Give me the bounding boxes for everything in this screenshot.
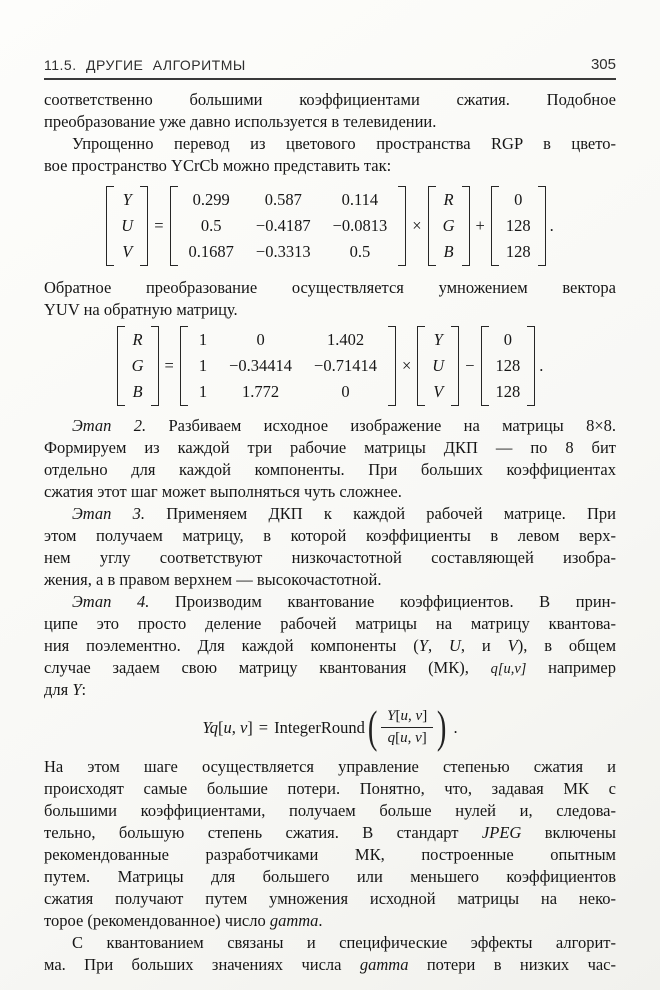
para-quantization-control (44, 756, 616, 932)
shift-vector (499, 185, 538, 267)
matrix-cell: 0.114 (341, 190, 379, 209)
text-segment: С квантованием связаны и специфические эффекты алгорит- (72, 933, 616, 952)
vector-entry: 0 (514, 190, 523, 209)
italic-text-segment: gamma (269, 911, 319, 930)
text-segment: сжатия этот шаг может выполняться чуть сложнее. (44, 482, 402, 501)
matrix-cell: 0 (341, 382, 350, 401)
text-segment: ), в общем (517, 636, 617, 655)
text-segment: ] (422, 708, 428, 724)
vector-entry: B (132, 382, 143, 401)
para-inverse-transform (44, 277, 616, 321)
bracketed-group (481, 325, 536, 407)
text-line (44, 822, 616, 844)
bracketed-group (170, 185, 407, 267)
vector-entry: G (442, 216, 455, 235)
text-line (44, 679, 616, 701)
formula-period: . (453, 717, 458, 737)
matrix-cell: 1.772 (242, 382, 280, 401)
operator: × (401, 356, 412, 375)
italic-text-segment: u (400, 730, 408, 746)
text-line (44, 635, 616, 657)
right-bracket (388, 326, 396, 406)
text-segment: случае задаем свою матрицу квантования (МК), (44, 658, 491, 677)
matrix-cell: −0.71414 (314, 356, 377, 375)
operator: − (465, 356, 475, 375)
text-segment: Обратное преобразование осуществляется умножением вектора (44, 278, 616, 297)
text-segment: Формируем из каждой три рабочие матрицы ДКП — по 8 бит (44, 438, 616, 457)
matrix-cell: 0.5 (200, 216, 222, 235)
text-segment: тельно, большую степень сжатия. В стандарт (44, 823, 482, 842)
text-segment: нем углу соответствуют низкочастотной составляющей изобра- (44, 548, 616, 567)
lhs-vector (125, 325, 151, 407)
matrix-cell: −0.34414 (229, 356, 293, 375)
italic-text-segment: gamma (359, 955, 409, 974)
text-line (44, 778, 616, 800)
text-segment: торое (рекомендованное) число (44, 911, 270, 930)
text-line (44, 503, 616, 525)
bracketed-group (117, 325, 159, 407)
rgb-from-yuv-equation (44, 325, 616, 407)
text-segment: , (407, 730, 416, 746)
equation-period: . (539, 356, 544, 375)
vector-entry: Y (433, 330, 443, 349)
right-bracket (151, 326, 159, 406)
left-bracket (117, 326, 125, 406)
vector-entry: R (132, 330, 143, 349)
shift-vector (489, 325, 528, 407)
text-line (44, 111, 616, 133)
right-bracket (462, 186, 470, 266)
text-line (44, 888, 616, 910)
quantization-formula (44, 701, 616, 753)
equation-period: . (549, 216, 554, 235)
vector-entry: 128 (495, 382, 521, 401)
italic-text-segment: Этап 2. (72, 416, 147, 435)
text-line (44, 155, 616, 177)
operator: × (412, 216, 422, 235)
text-segment: , (231, 717, 240, 737)
para-compression-intro (44, 89, 616, 133)
fraction-denominator (381, 728, 433, 747)
left-bracket (491, 186, 499, 266)
italic-text-segment: v (239, 717, 248, 737)
bracketed-group (180, 325, 396, 407)
matrix-cell: 0.1687 (188, 242, 234, 261)
text-segment: ] (421, 730, 427, 746)
text-line (44, 525, 616, 547)
vector-entry: U (121, 216, 134, 235)
text-line (44, 613, 616, 635)
text-segment: жения, а в правом верхнем — высокочастотной. (44, 570, 382, 589)
page-number: 305 (590, 56, 616, 73)
text-line (44, 547, 616, 569)
lhs-vector (114, 185, 140, 267)
matrix-cell: −0.3313 (255, 242, 311, 261)
italic-text-segment: Этап 3. (72, 504, 146, 523)
text-line (44, 657, 616, 679)
text-line (44, 932, 616, 954)
italic-text-segment: q (387, 730, 396, 746)
text-segment: [ (395, 708, 401, 724)
matrix-row (178, 187, 399, 213)
text-line (44, 591, 616, 613)
left-bracket (106, 186, 114, 266)
text-segment: происходят самые большие потери. Понятно, что, задавая МК с (44, 779, 616, 798)
vector-entry: 128 (505, 242, 531, 261)
text-line (44, 866, 616, 888)
text-segment: [ (217, 717, 224, 737)
para-gamma-effects (44, 932, 616, 976)
text-segment: для (44, 680, 73, 699)
italic-text-segment: Yq (202, 717, 218, 737)
running-header (44, 56, 616, 80)
text-line (44, 954, 616, 976)
right-bracket (398, 186, 406, 266)
left-bracket (481, 326, 489, 406)
text-segment: ма. При больших значениях числа (44, 955, 360, 974)
matrix-cell: 0.299 (192, 190, 230, 209)
text-segment: : (81, 680, 87, 699)
matrix-row (188, 353, 388, 379)
para-step-3 (44, 503, 616, 591)
italic-text-segment: Y (387, 708, 396, 724)
left-bracket (417, 326, 425, 406)
italic-text-segment: V (507, 636, 518, 655)
text-segment: , (427, 636, 449, 655)
rhs-vector (425, 325, 451, 407)
vector-entry: R (443, 190, 454, 209)
right-bracket (140, 186, 148, 266)
left-bracket (428, 186, 436, 266)
coefficient-matrix (188, 327, 388, 405)
matrix-cell: 1 (198, 382, 208, 401)
text-segment: , и (460, 636, 508, 655)
fraction-numerator (381, 708, 433, 728)
text-segment: YUV на обратную матрицу. (44, 300, 238, 319)
italic-text-segment: u (223, 717, 232, 737)
text-line (44, 800, 616, 822)
italic-text-segment: v (415, 730, 422, 746)
right-bracket (538, 186, 546, 266)
bracketed-group (428, 185, 470, 267)
operator: = (154, 216, 164, 235)
vector-entry: V (433, 382, 444, 401)
integer-round-function: IntegerRound (274, 717, 365, 737)
text-segment: большими коэффициентами, получаем больше нулей и, следова- (44, 801, 616, 820)
text-segment: [ (395, 730, 401, 746)
operator: + (475, 216, 485, 235)
vector-entry: Y (122, 190, 132, 209)
italic-text-segment: v (415, 708, 423, 724)
text-segment: Применяем ДКП к каждой рабочей матрице. При (145, 504, 616, 523)
matrix-cell: 1.402 (326, 330, 365, 349)
text-segment: потери в низких час- (408, 955, 617, 974)
matrix-cell: 1 (198, 330, 208, 349)
matrix-cell: 1 (198, 356, 208, 375)
italic-text-segment: JPEG (481, 823, 522, 842)
matrix-row (188, 379, 388, 405)
rhs-vector (436, 185, 462, 267)
text-segment: Производим квантование коэффициентов. В прин- (149, 592, 617, 611)
text-segment: вое пространство YCrCb можно представить так: (44, 156, 392, 175)
text-line (44, 459, 616, 481)
close-paren: ) (437, 701, 447, 753)
para-rgb-to-ycrcb (44, 133, 616, 177)
italic-text-segment: q[u,v] (490, 661, 527, 677)
text-line (44, 415, 616, 437)
text-segment: ] (247, 717, 253, 737)
text-segment: сжатия получают путем умножения исходной матрицы на неко- (44, 889, 616, 908)
text-segment: например (526, 658, 616, 677)
text-segment: преобразование уже давно используется в телевидении. (44, 112, 437, 131)
italic-text-segment: U (448, 636, 461, 655)
text-segment: отдельно для каждой компоненты. При больших коэффициентах (44, 460, 616, 479)
bracketed-group (417, 325, 459, 407)
text-line (44, 299, 616, 321)
vector-entry: 0 (503, 330, 513, 349)
text-line (44, 844, 616, 866)
fraction (381, 708, 433, 747)
text-line (44, 437, 616, 459)
text-line (44, 756, 616, 778)
text-line (44, 569, 616, 591)
text-line (44, 481, 616, 503)
vector-entry: 128 (495, 356, 521, 375)
vector-entry: V (122, 242, 133, 261)
coefficient-matrix (178, 187, 399, 265)
left-bracket (180, 326, 188, 406)
section-title: 11.5. ДРУГИЕ АЛГОРИТМЫ (44, 57, 246, 73)
vector-entry: U (432, 356, 445, 375)
text-segment: Разбиваем исходное изображение на матрицы 8×8. (146, 416, 616, 435)
text-line (44, 89, 616, 111)
right-bracket (451, 326, 459, 406)
text-segment: ния поэлементно. Для каждой компоненты ( (44, 636, 419, 655)
text-segment: . (318, 911, 323, 930)
vector-entry: B (443, 242, 454, 261)
bracketed-group (491, 185, 546, 267)
vector-entry: 128 (505, 216, 531, 235)
yuv-from-rgb-equation (44, 185, 616, 267)
text-line (44, 277, 616, 299)
italic-text-segment: Y (418, 636, 428, 655)
matrix-cell: 0.587 (264, 190, 302, 209)
text-segment: На этом шаге осуществляется управление степенью сжатия и (44, 757, 616, 776)
matrix-row (178, 239, 399, 265)
text-line (44, 133, 616, 155)
italic-text-segment: Y (72, 680, 82, 699)
italic-text-segment: u (400, 708, 409, 724)
text-segment: путем. Матрицы для большего или меньшего коэффициентов (44, 867, 616, 886)
para-step-4 (44, 591, 616, 701)
operator: = (164, 356, 174, 375)
matrix-cell: −0.0813 (332, 216, 388, 235)
text-segment: ципе это просто деление рабочей матрицы на матрицу квантова- (44, 614, 616, 633)
operator: = (258, 717, 269, 737)
para-step-2 (44, 415, 616, 503)
text-segment: , (408, 708, 416, 724)
matrix-row (188, 327, 388, 353)
right-bracket (527, 326, 535, 406)
matrix-cell: 0 (256, 330, 265, 349)
text-segment: соответственно большими коэффициентами сжатия. Подобное (44, 90, 616, 109)
page-body (44, 89, 616, 976)
text-segment: этом получаем матрицу, в которой коэффициенты в левом верх- (44, 526, 616, 545)
formula-lhs (202, 718, 252, 738)
vector-entry: G (131, 356, 144, 375)
bracketed-group (106, 185, 148, 267)
matrix-cell: 0.5 (349, 242, 371, 261)
text-segment: рекомендованные разработчиками МК, построенные опытным (44, 845, 616, 864)
open-paren: ( (367, 701, 378, 753)
text-segment: включены (521, 823, 616, 842)
matrix-cell: −0.4187 (255, 216, 311, 235)
text-line (44, 910, 616, 932)
matrix-row (178, 213, 399, 239)
text-segment: Упрощенно перевод из цветового пространства RGP в цвето- (72, 134, 616, 153)
italic-text-segment: Этап 4. (72, 592, 150, 611)
left-bracket (170, 186, 178, 266)
